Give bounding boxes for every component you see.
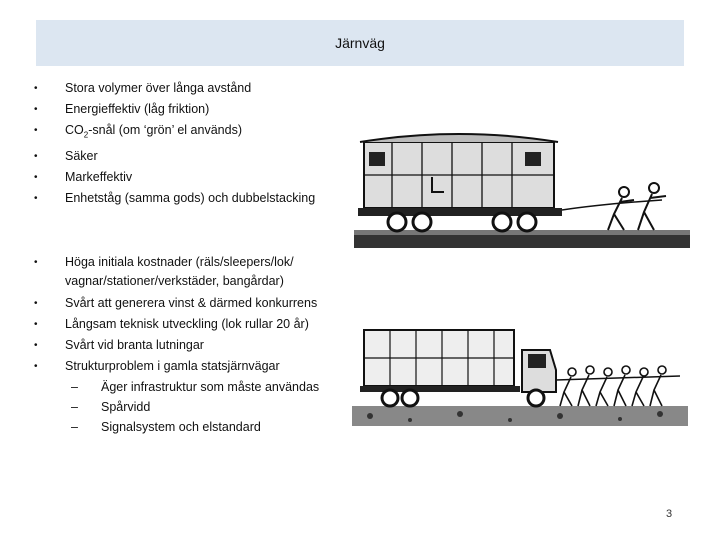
bullet-icon: • [34, 257, 38, 268]
title-bar [36, 20, 684, 66]
list-item: • Energieffektiv (låg friktion) [28, 99, 315, 120]
list-item: • Stora volymer över långa avstånd [28, 78, 315, 99]
sub-list-item: – Signalsystem och elstandard [28, 417, 328, 437]
bullet-icon: • [34, 83, 38, 94]
railway-wagon-illustration [352, 122, 692, 262]
list-item: • Höga initiala kostnader (räls/sleepers/lok/ vagnar/stationer/verkstäder, bangårdar) [34, 255, 294, 288]
truck-trailer-illustration [350, 320, 690, 430]
list-item: • Markeffektiv [28, 167, 315, 188]
bullet-icon: • [34, 340, 38, 351]
dash-icon: – [71, 420, 78, 434]
slide-title: Järnväg [335, 35, 385, 51]
bullet-icon: • [34, 192, 38, 204]
sub-list-item: – Spårvidd [28, 397, 328, 417]
list-item: • Säker [28, 146, 315, 167]
page-number: 3 [666, 508, 673, 520]
list-item: • Långsam teknisk utveckling (lok rullar 20 år) [28, 314, 328, 335]
sub-list-item: – Äger infrastruktur som måste användas [28, 377, 328, 397]
bullet-icon: • [34, 361, 38, 372]
advantages-list [28, 78, 315, 209]
disadvantages-list [28, 253, 328, 437]
list-item: • Strukturproblem i gamla statsjärnvägar [28, 356, 328, 377]
bullet-icon: • [34, 125, 38, 136]
dash-icon: – [71, 400, 78, 414]
bullet-icon: • [34, 150, 38, 162]
bullet-icon: • [34, 298, 38, 309]
list-item: • $CO_2$-snål (om ‘grön’ el används) [28, 120, 315, 146]
bullet-icon: • [34, 104, 38, 115]
bullet-icon: • [34, 171, 38, 183]
list-item: • Enhetståg (samma gods) och dubbelstacking [28, 188, 315, 209]
list-item: • Svårt att generera vinst & därmed konkurrens [28, 293, 328, 314]
bullet-icon: • [34, 319, 38, 330]
list-item: • Svårt vid branta lutningar [28, 335, 328, 356]
dash-icon: – [71, 380, 78, 394]
